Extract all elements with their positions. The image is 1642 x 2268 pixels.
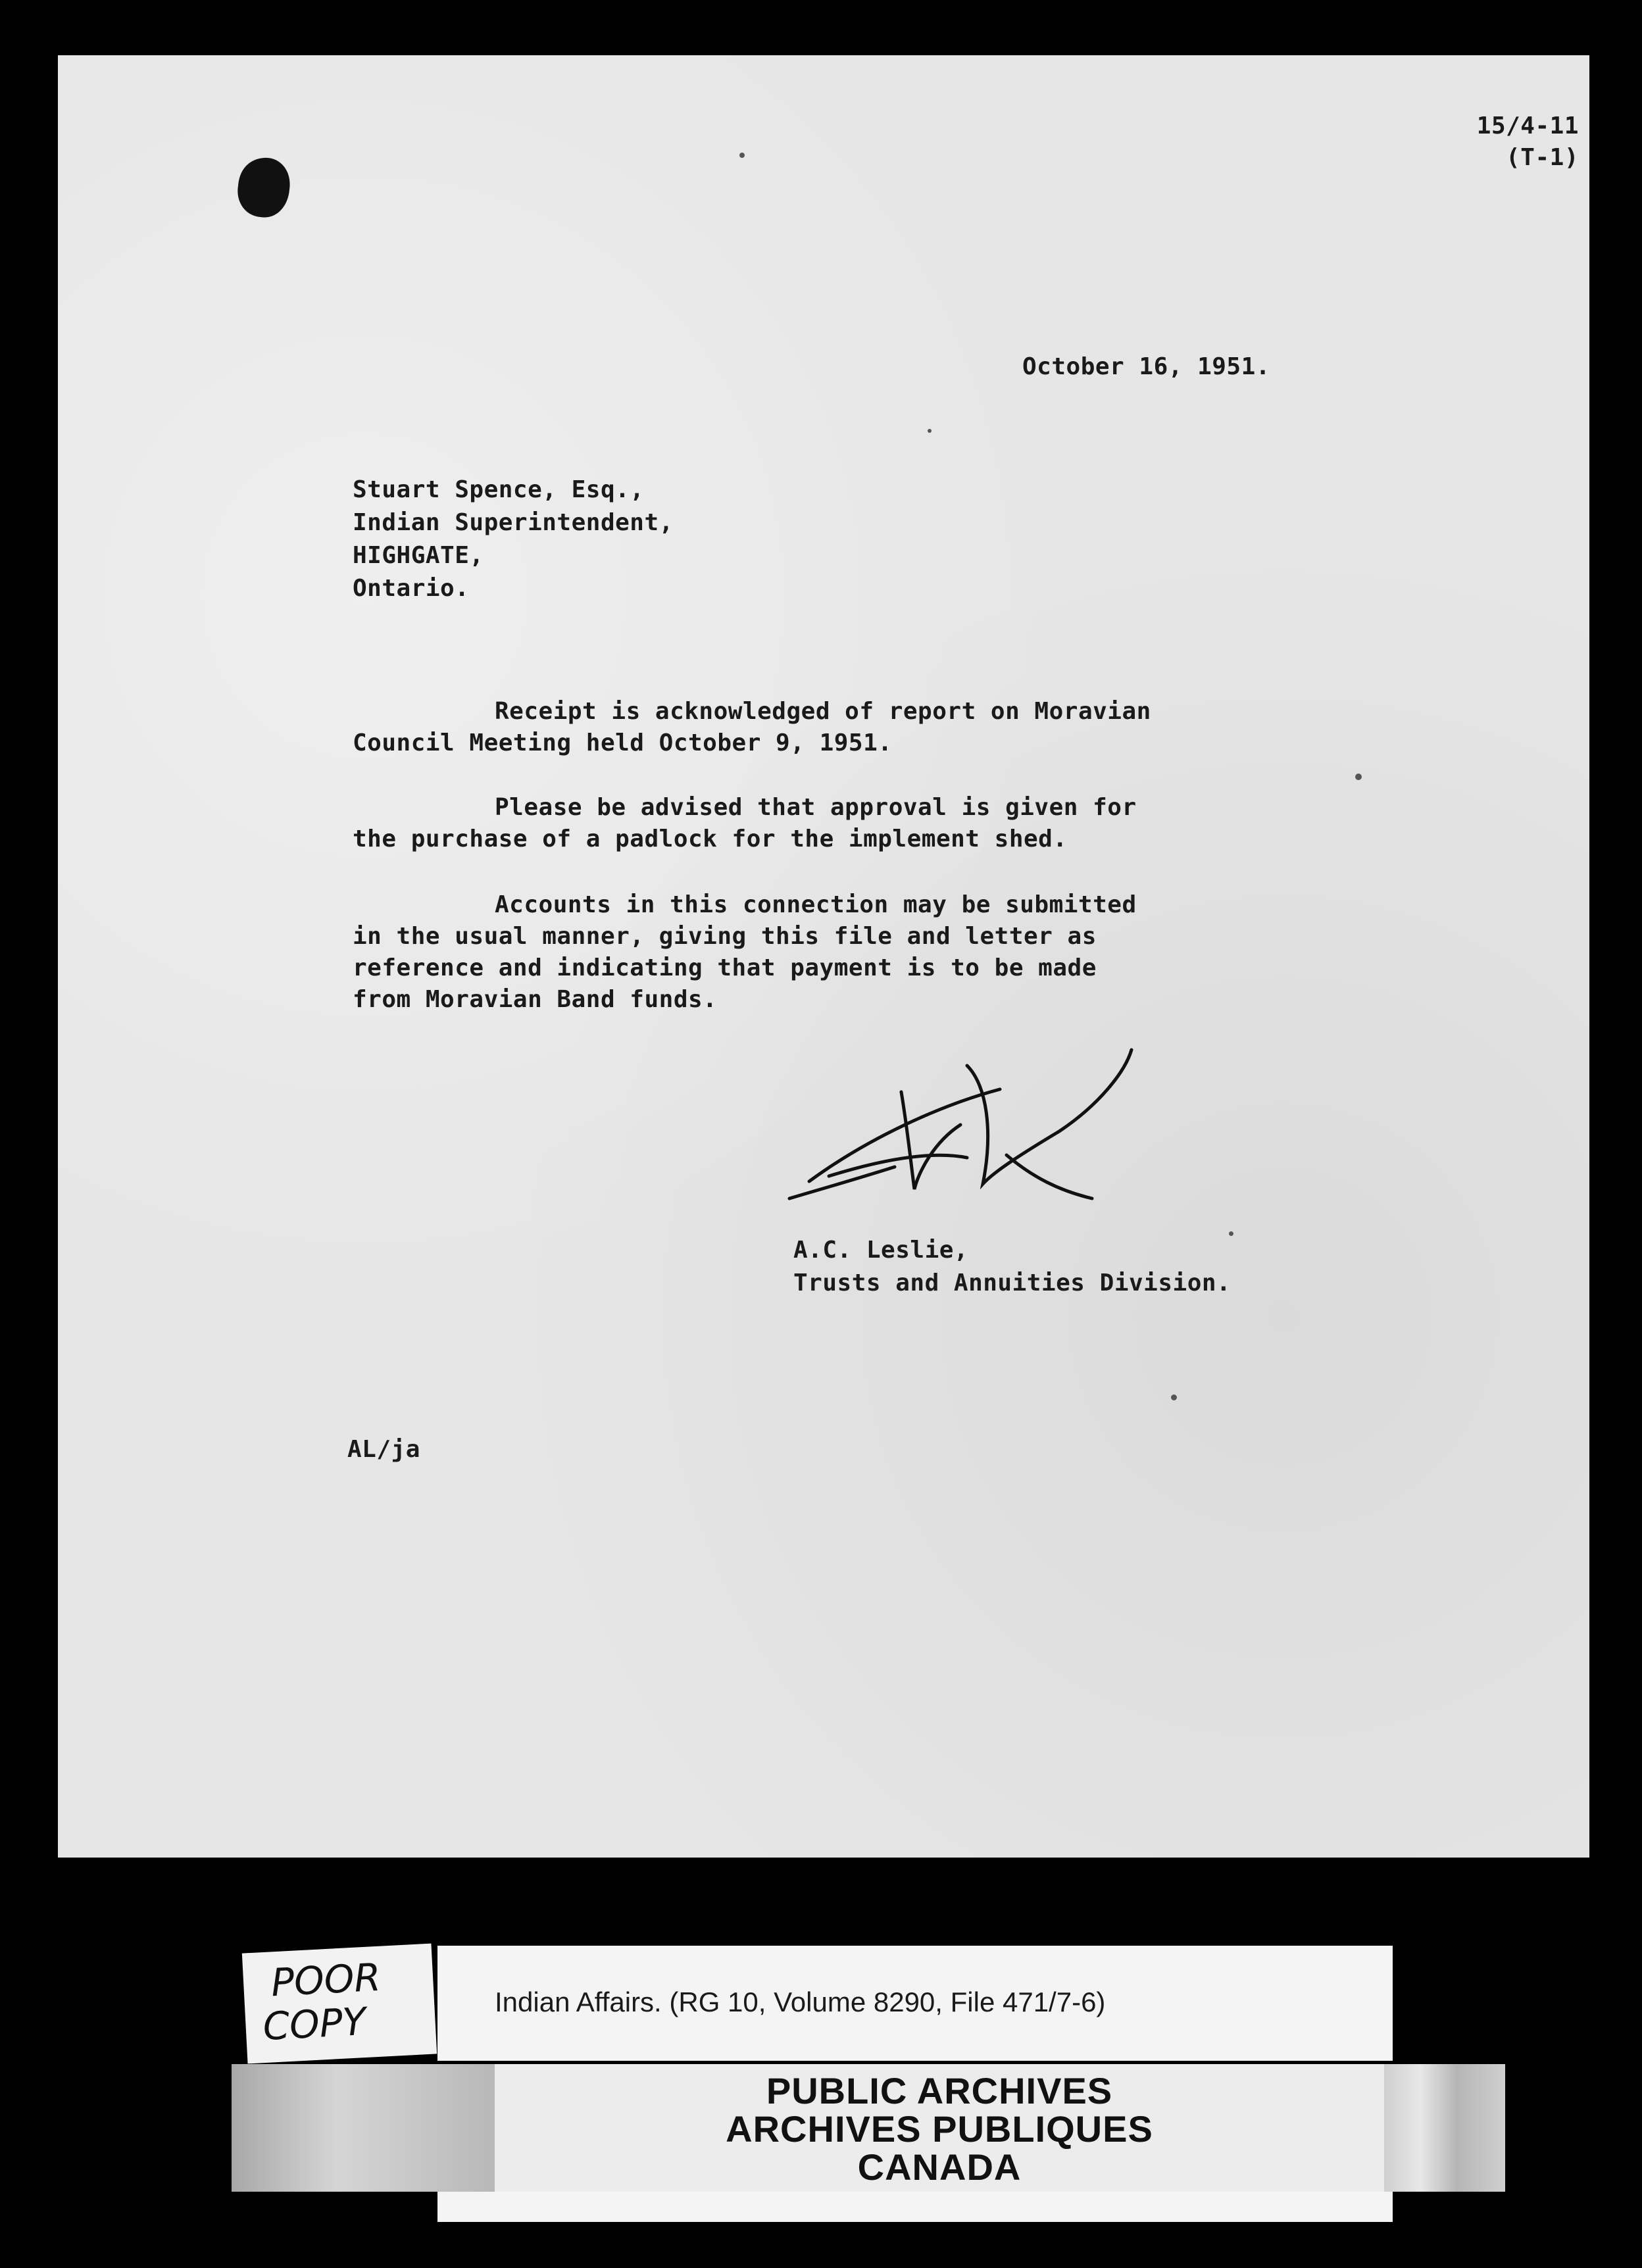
stamp-left-panel	[232, 2064, 495, 2192]
stamp-line: CANADA	[857, 2146, 1022, 2188]
para-line: reference and indicating that payment is to be made	[353, 954, 1097, 981]
address-line: Stuart Spence, Esq.,	[353, 476, 645, 503]
paragraph-approval	[353, 792, 1137, 855]
recipient-address	[353, 474, 674, 605]
stamp-line: PUBLIC ARCHIVES	[766, 2070, 1113, 2111]
signature-block	[793, 1234, 1231, 1300]
note-line: POOR	[270, 1954, 382, 2006]
signer-name: A.C. Leslie,	[793, 1237, 969, 1264]
handwritten-signature	[750, 1026, 1224, 1237]
address-line: Ontario.	[353, 575, 470, 602]
speck	[1355, 774, 1362, 780]
para-line: Receipt is acknowledged of report on Moravian	[495, 698, 1151, 725]
para-line: Please be advised that approval is given for	[495, 794, 1137, 821]
speck	[1171, 1394, 1177, 1400]
speck	[928, 429, 932, 433]
stamp-line: ARCHIVES PUBLIQUES	[726, 2108, 1153, 2150]
para-line: Council Meeting held October 9, 1951.	[353, 729, 893, 756]
stamp-right-panel	[1384, 2064, 1505, 2192]
file-subcode: (T-1)	[1506, 144, 1579, 171]
paragraph-accounts	[353, 889, 1137, 1016]
ink-blot	[234, 155, 293, 221]
note-line: COPY	[261, 1998, 367, 2050]
letter-date: October 16, 1951.	[1022, 353, 1270, 380]
file-reference	[1477, 111, 1579, 174]
poor-copy-note	[242, 1944, 437, 2064]
speck	[739, 153, 745, 158]
typist-initials: AL/ja	[347, 1436, 420, 1463]
para-line: from Moravian Band funds.	[353, 986, 718, 1013]
para-line: in the usual manner, giving this file and letter as	[353, 923, 1097, 950]
archive-stamp	[495, 2072, 1384, 2186]
address-line: HIGHGATE,	[353, 542, 484, 569]
signer-title: Trusts and Annuities Division.	[793, 1270, 1232, 1296]
archive-source: Indian Affairs. (RG 10, Volume 8290, File 471/7-6)	[495, 1986, 1106, 2017]
label-bottom-strip	[437, 2192, 1393, 2222]
file-number: 15/4-11	[1476, 112, 1579, 139]
address-line: Indian Superintendent,	[353, 509, 674, 536]
para-line: the purchase of a padlock for the implement shed.	[353, 826, 1068, 852]
paragraph-receipt	[353, 696, 1151, 759]
para-line: Accounts in this connection may be submitted	[495, 891, 1137, 918]
